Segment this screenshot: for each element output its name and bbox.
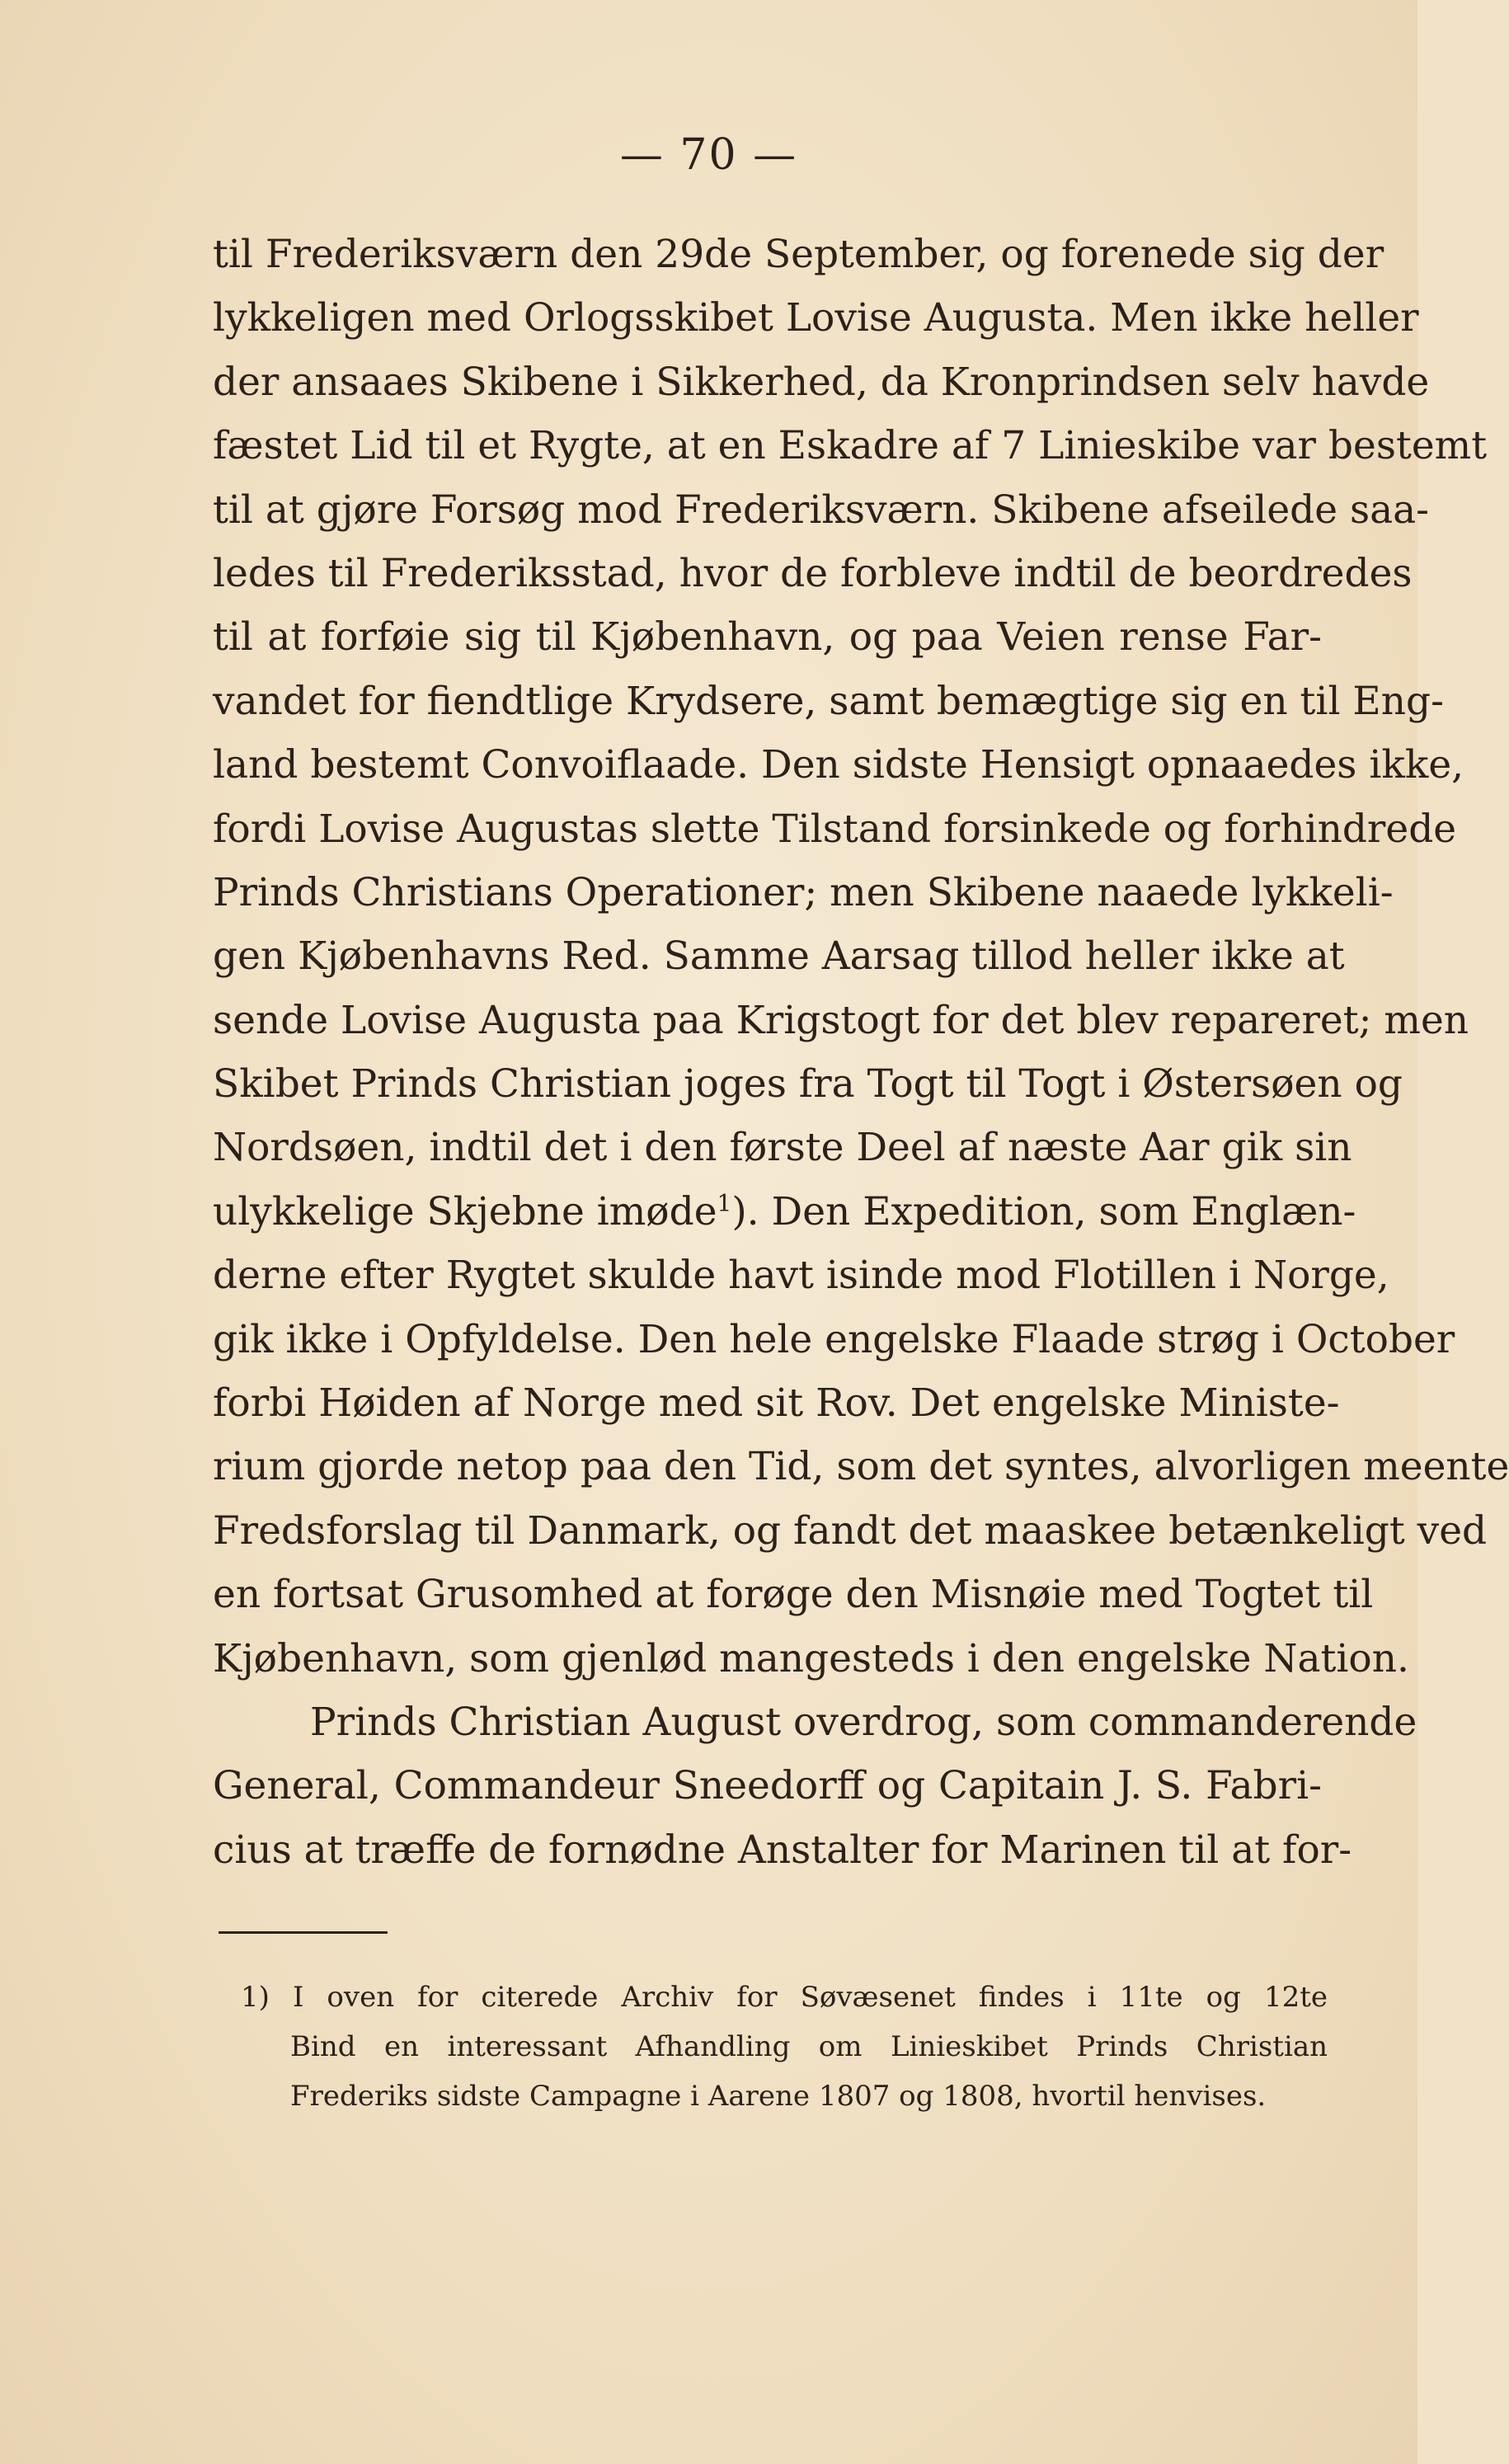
text-segment: ). Den Expedition, som Englæn-: [731, 1188, 1356, 1234]
text-line: Fredsforslag til Danmark, og fandt det maaskee betænkeligt ved: [213, 1507, 1488, 1554]
text-line: en fortsat Grusomhed at forøge den Misnøie med Togtet til: [213, 1572, 1374, 1618]
text-line: til Frederiksværn den 29de September, og forenede sig der: [213, 232, 1384, 277]
text-line: til at forføie sig til Kjøbenhavn, og paa Veien rense Far-: [213, 614, 1322, 661]
text-line: ledes til Frederiksstad, hvor de forbleve indtil de beordredes: [213, 550, 1413, 596]
text-line: gik ikke i Opfyldelse. Den hele engelske Flaade strøg i October: [213, 1316, 1455, 1362]
footnote-reference: 1: [717, 1189, 732, 1217]
body-text: [213, 223, 1509, 1882]
text-line: land bestemt Convoiflaade. Den sidste Hensigt opnaaedes ikke,: [213, 742, 1464, 788]
text-line: vandet for fiendtlige Krydsere, samt bemægtige sig en til Eng-: [213, 678, 1444, 724]
text-line: cius at træffe de fornødne Anstalter for Marinen til at for-: [213, 1827, 1352, 1873]
text-line: fæstet Lid til et Rygte, at en Eskadre af 7 Linieskibe var bestemt: [213, 423, 1488, 469]
text-line: rium gjorde netop paa den Tid, som det syntes, alvorligen meente: [213, 1444, 1509, 1490]
text-line: Skibet Prinds Christian joges fra Togt til Togt i Østersøen og: [213, 1061, 1403, 1107]
text-line: forbi Høiden af Norge med sit Rov. Det engelske Ministe-: [213, 1380, 1340, 1427]
footnote-text: I oven for citerede Archiv for Søvæsenet findes i 11te og 12te: [292, 1981, 1328, 2014]
text-line: derne efter Rygtet skulde havt isinde mod Flotillen i Norge,: [213, 1253, 1389, 1299]
text-line: lykkeligen med Orlogsskibet Lovise Augusta. Men ikke heller: [213, 295, 1419, 341]
text-line: gen Kjøbenhavns Red. Samme Aarsag tillod heller ikke at: [213, 933, 1345, 980]
text-line-with-footnote-ref: [213, 1180, 1356, 1244]
footnote-marker: 1): [241, 1981, 270, 2014]
page-number: — 70 —: [619, 130, 798, 180]
footnote-line: Bind en interessant Afhandling om Linieskibet Prinds Christian: [290, 2030, 1328, 2063]
footnote-line: [241, 1973, 1328, 2022]
footnote: [241, 1973, 1328, 2121]
text-line: Kjøbenhavn, som gjenlød mangesteds i den engelske Nation.: [213, 1635, 1409, 1681]
text-segment: ulykkelige Skjebne imøde: [213, 1188, 717, 1234]
text-line: General, Commandeur Sneedorff og Capitain J. S. Fabri-: [213, 1763, 1322, 1809]
footnote-divider: [219, 1931, 388, 1934]
text-line: fordi Lovise Augustas slette Tilstand forsinkede og forhindrede: [213, 806, 1457, 852]
text-line: Nordsøen, indtil det i den første Deel af næste Aar gik sin: [213, 1125, 1352, 1171]
paragraph-first-line: Prinds Christian August overdrog, som commanderende: [310, 1699, 1417, 1745]
text-line: sende Lovise Augusta paa Krigstogt for det blev repareret; men: [213, 997, 1469, 1043]
text-line: der ansaaes Skibene i Sikkerhed, da Kronprindsen selv havde: [213, 359, 1430, 405]
text-line: til at gjøre Forsøg mod Frederiksværn. Skibene afseilede saa-: [213, 487, 1430, 533]
footnote-line: Frederiks sidste Campagne i Aarene 1807 og 1808, hvortil henvises.: [290, 2080, 1267, 2113]
text-line: Prinds Christians Operationer; men Skibene naaede lykkeli-: [213, 869, 1394, 915]
